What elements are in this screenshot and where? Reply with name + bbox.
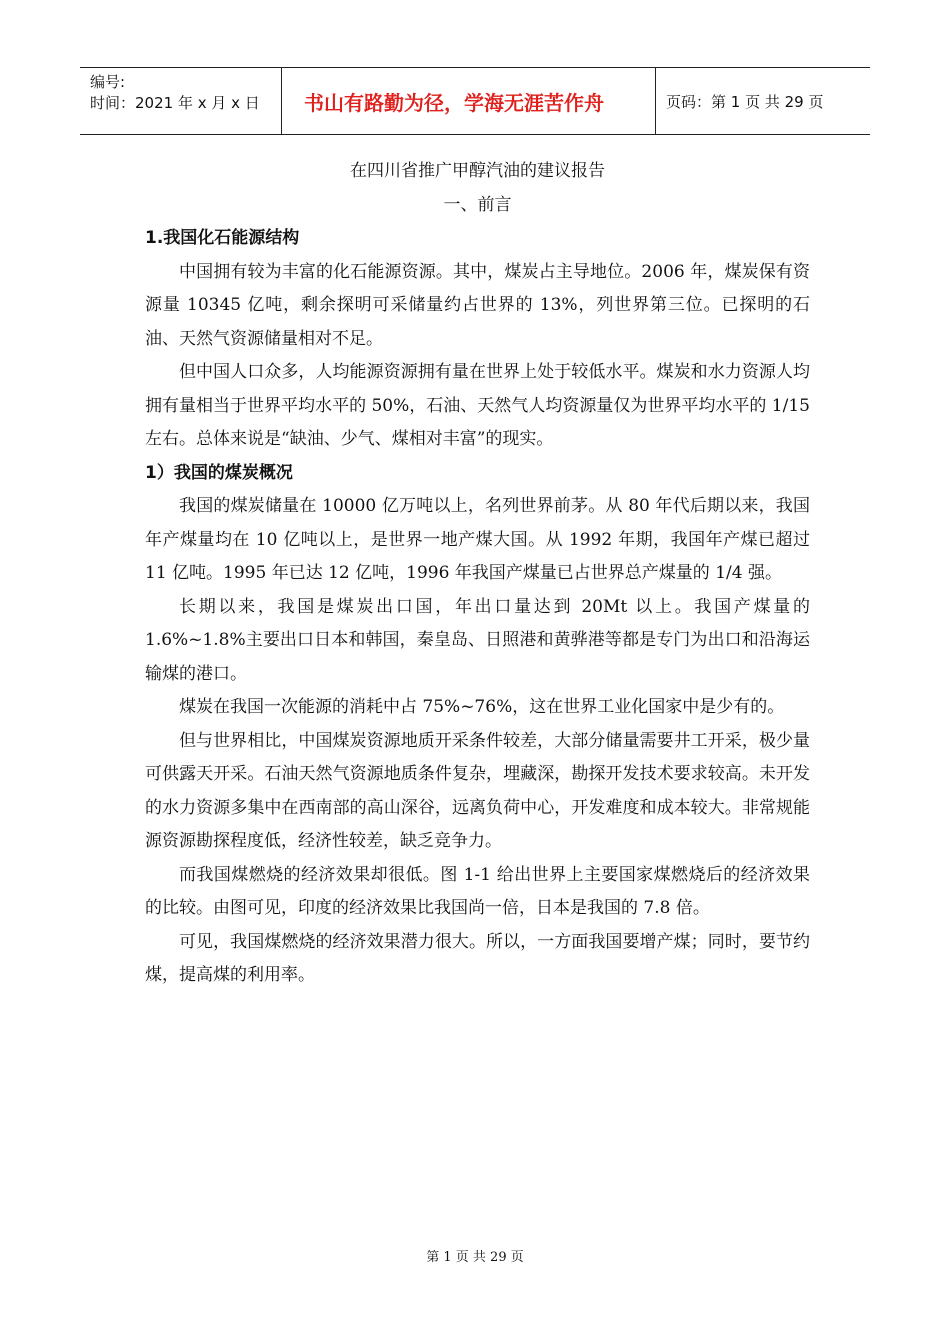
header-meta [80, 68, 282, 134]
paragraph-1: 中国拥有较为丰富的化石能源资源。其中，煤炭占主导地位。2006 年，煤炭保有资源量 10345 亿吨，剩余探明可采储量约占世界的 13%，列世界第三位。已探明的石油、天然气资源储量相对不足。 [145, 261, 810, 349]
paragraph-6: 但与世界相比，中国煤炭资源地质开采条件较差，大部分储量需要井工开采，极少量可供露天开采。石油天然气资源地质条件复杂，埋藏深，勘探开发技术要求较高。未开发的水力资源多集中在西南部的高山深谷，远离负荷中心，开发难度和成本较大。非常规能源资源勘探程度低，经济性较差，缺乏竞争力。 [145, 730, 810, 851]
page-footer: 第 1 页 共 29 页 [426, 1250, 524, 1265]
header-motto: 书山有路勤为径，学海无涯苦作舟 [282, 68, 656, 134]
heading-fossil-energy: 1.我国化石能源结构 [145, 228, 300, 248]
paragraph-7: 而我国煤燃烧的经济效果却很低。图 1-1 给出世界上主要国家煤燃烧后的经济效果的比较。由图可见，印度的经济效果比我国尚一倍，日本是我国的 7.8 倍。 [145, 864, 810, 918]
paragraph-5: 煤炭在我国一次能源的消耗中占 75%~76%，这在世界工业化国家中是少有的。 [179, 697, 785, 717]
paragraph-2: 但中国人口众多，人均能源资源拥有量在世界上处于较低水平。煤炭和水力资源人均拥有量相当于世界平均水平的 50%，石油、天然气人均资源量仅为世界平均水平的 1/15 左右。总体来说是“缺油、少气、煤相对丰富”的现实。 [145, 362, 810, 449]
header-page-info: 页码：第 1 页 共 29 页 [666, 92, 824, 111]
document-body [145, 155, 810, 993]
time-label: 时间：2021 年 x 月 x 日 [90, 94, 260, 112]
paragraph-8: 可见，我国煤燃烧的经济效果潜力很大。所以，一方面我国要增产煤；同时，要节约煤，提高煤的利用率。 [145, 931, 810, 985]
page-header [80, 67, 870, 135]
heading-coal-overview: 1）我国的煤炭概况 [145, 462, 293, 483]
section-title: 一、前言 [443, 194, 512, 215]
document-title: 在四川省推广甲醇汽油的建议报告 [350, 161, 605, 181]
id-label: 编号: [90, 73, 126, 91]
paragraph-3: 我国的煤炭储量在 10000 亿万吨以上，名列世界前茅。从 80 年代后期以来，我国年产煤量均在 10 亿吨以上，是世界一地产煤大国。从 1992 年期，我国年产煤已超过 11 亿吨。1995 年已达 12 亿吨，1996 年我国产煤量已占世界总产煤量的 1/4 强。 [145, 496, 810, 583]
paragraph-4: 长期以来，我国是煤炭出口国，年出口量达到 20Mt 以上。我国产煤量的 1.6%~1.8%主要出口日本和韩国，秦皇岛、日照港和黄骅港等都是专门为出口和沿海运输煤的港口。 [145, 596, 810, 684]
